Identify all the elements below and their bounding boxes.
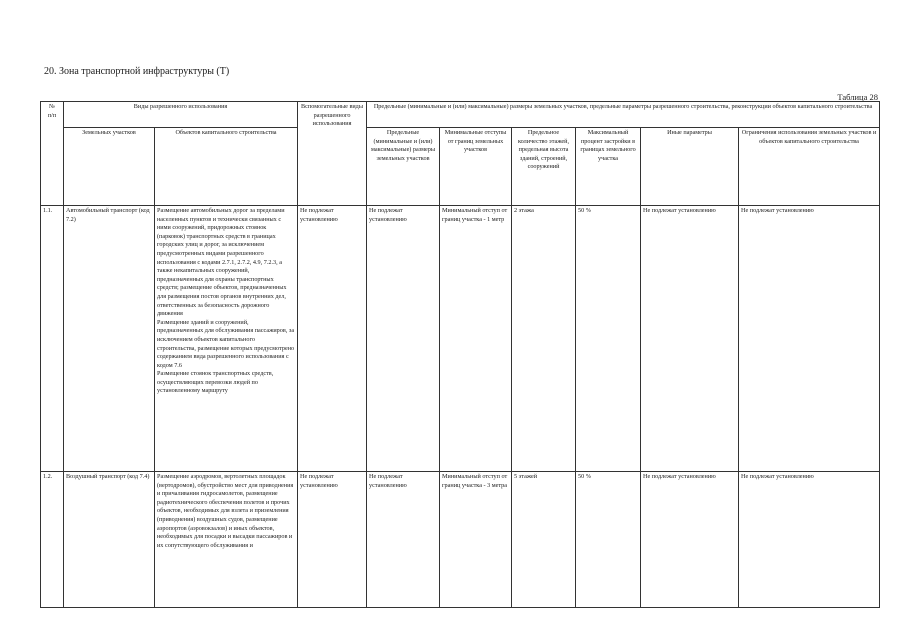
table-row — [41, 472, 880, 608]
header-capital-objects: Объектов капитального строительства — [155, 128, 298, 206]
row-restrictions: Не подлежат установлению — [739, 472, 880, 608]
header-restrictions: Ограничения использования земельных участков и объектов капитального строительства — [739, 128, 880, 206]
header-plot-sizes: Предельные (минимальные и (или) максимальные) размеры земельных участков — [367, 128, 440, 206]
header-coverage: Максимальный процент застройки в границах земельного участка — [576, 128, 641, 206]
row-plot-sizes: Не подлежат установлению — [367, 206, 440, 472]
header-setbacks: Минимальные отступы от границ земельных участков — [440, 128, 512, 206]
row-setbacks: Минимальный отступ от границ участка - 1 метр — [440, 206, 512, 472]
row-land-use: Воздушный транспорт (код 7.4) — [64, 472, 155, 608]
row-floors: 5 этажей — [512, 472, 576, 608]
row-plot-sizes: Не подлежат установлению — [367, 472, 440, 608]
header-other: Иные параметры — [641, 128, 739, 206]
section-title: 20. Зона транспортной инфраструктуры (Т) — [44, 66, 230, 77]
row-coverage: 50 % — [576, 472, 641, 608]
row-capital-objects: Размещение аэродромов, вертолетных площадок (вертодромов), обустройство мест для приводнения и причаливания гидросамолетов, размещение радиотехнического обеспечения полетов и прочих объектов, необходимых для взлета и приземления (приводнения) воздушных судов, размещение аэропортов (аэровокзалов) и иных объектов, необходимых для посадки и высадки пассажиров и их сопутствующего обслуживания и — [155, 472, 298, 608]
header-types-of-use: Виды разрешенного использования — [64, 102, 298, 128]
header-limits: Предельные (минимальные и (или) максимальные) размеры земельных участков, предельные параметры разрешенного строительства, реконструкции объектов капитального строительства — [367, 102, 880, 128]
header-land-plots: Земельных участков — [64, 128, 155, 206]
table-label: Таблица 28 — [837, 92, 878, 102]
row-num: 1.2. — [41, 472, 64, 608]
row-num: 1.1. — [41, 206, 64, 472]
row-coverage: 50 % — [576, 206, 641, 472]
row-setbacks: Минимальный отступ от границ участка - 3 метра — [440, 472, 512, 608]
row-floors: 2 этажа — [512, 206, 576, 472]
row-capital-objects: Размещение автомобильных дорог за пределами населенных пунктов и технически связанных с ними сооружений, придорожных стоянок (парковок) транспортных средств в границах городских улиц и дорог, за исключением предусмотренных видами разрешенного использования с кодами 2.7.1, 2.7.2, 4.9, 7.2.3, а также некапитальных сооружений, предназначенных для охраны транспортных средств; размещение объектов, предназначенных для размещения постов органов внутренних дел, ответственных за безопасность дорожного движения Размещение зданий и сооружений, предназначенных для обслуживания пассажиров, за исключением объектов капитального строительства, размещение которых предусмотрено содержанием вида разрешенного использования с кодом 7.6 Размещение стоянок транспортных средств, осуществляющих перевозки людей по установленному маршруту — [155, 206, 298, 472]
header-num: № п/п — [41, 102, 64, 206]
row-restrictions: Не подлежат установлению — [739, 206, 880, 472]
table-row — [41, 206, 880, 472]
row-land-use: Автомобильный транспорт (код 7.2) — [64, 206, 155, 472]
row-other: Не подлежат установлению — [641, 206, 739, 472]
row-auxiliary: Не подлежат установлению — [298, 472, 367, 608]
header-floors: Предельное количество этажей, предельная высота зданий, строений, сооружений — [512, 128, 576, 206]
row-other: Не подлежат установлению — [641, 472, 739, 608]
zone-table — [40, 101, 880, 608]
row-auxiliary: Не подлежат установлению — [298, 206, 367, 472]
header-auxiliary: Вспомогательные виды разрешенного использования — [298, 102, 367, 206]
